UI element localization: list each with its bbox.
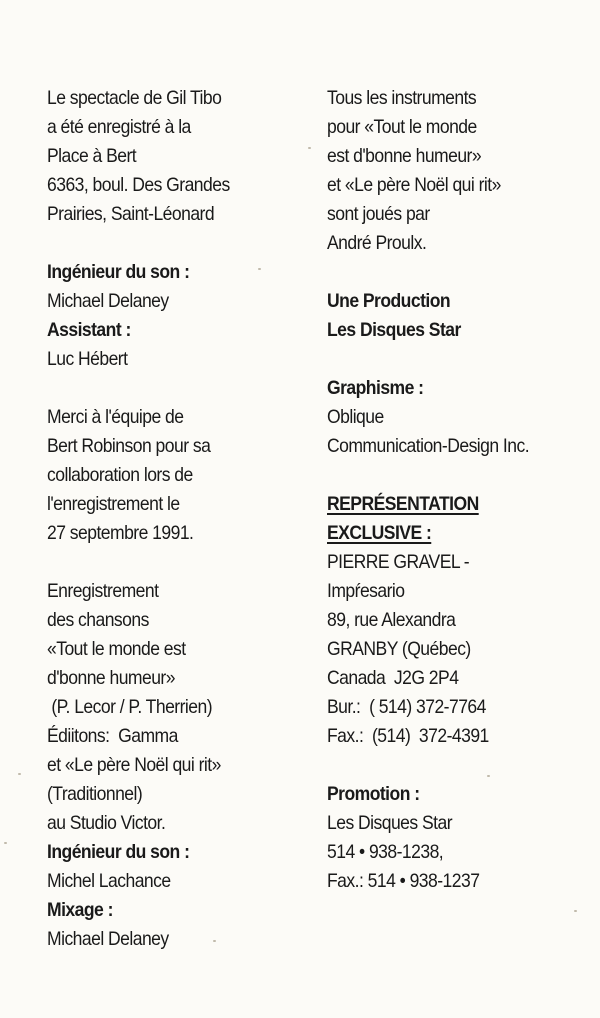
sound-engineer-label: Ingénieur du son : bbox=[47, 261, 190, 283]
venue-line: Prairies, Saint-Léonard bbox=[47, 203, 215, 225]
instruments-line: sont joués par bbox=[327, 203, 430, 225]
assistant-name: Luc Hébert bbox=[47, 348, 128, 370]
spacer bbox=[47, 548, 230, 577]
spacer bbox=[327, 461, 529, 490]
promotion-line: 514 • 938-1238, bbox=[327, 841, 444, 863]
representation-label: REPRÉSENTATION bbox=[327, 493, 479, 515]
venue-line: Le spectacle de Gil Tibo bbox=[47, 87, 222, 109]
thanks-line: 27 septembre 1991. bbox=[47, 522, 194, 544]
spacer bbox=[327, 345, 529, 374]
representation-line: GRANBY (Québec) bbox=[327, 638, 471, 660]
paper-speck bbox=[213, 940, 216, 942]
thanks-line: Bert Robinson pour sa bbox=[47, 435, 211, 457]
paper-speck bbox=[574, 910, 577, 912]
graphics-line: Communication-Design Inc. bbox=[327, 435, 530, 457]
instruments-line: Tous les instruments bbox=[327, 87, 477, 109]
spacer bbox=[47, 229, 230, 258]
recording-line: Enregistrement bbox=[47, 580, 159, 602]
spacer bbox=[327, 258, 529, 287]
promotion-line: Fax.: 514 • 938-1237 bbox=[327, 870, 480, 892]
representation-line: Bur.: ( 514) 372-7764 bbox=[327, 696, 486, 718]
representation-line: PIERRE GRAVEL - bbox=[327, 551, 470, 573]
spacer bbox=[327, 751, 529, 780]
venue-line: Place à Bert bbox=[47, 145, 137, 167]
mixing-name: Michael Delaney bbox=[47, 928, 169, 950]
spacer bbox=[47, 374, 230, 403]
recording-line: (P. Lecor / P. Therrien) bbox=[47, 696, 213, 718]
representation-line: Fax.: (514) 372-4391 bbox=[327, 725, 489, 747]
mixing-label: Mixage : bbox=[47, 899, 113, 921]
promotion-line: Les Disques Star bbox=[327, 812, 453, 834]
thanks-line: collaboration lors de bbox=[47, 464, 193, 486]
recording-line: des chansons bbox=[47, 609, 149, 631]
graphics-line: Oblique bbox=[327, 406, 384, 428]
instruments-line: pour «Tout le monde bbox=[327, 116, 477, 138]
recording-line: «Tout le monde est bbox=[47, 638, 186, 660]
graphics-label: Graphisme : bbox=[327, 377, 424, 399]
recording-line: (Traditionnel) bbox=[47, 783, 143, 805]
venue-line: 6363, boul. Des Grandes bbox=[47, 174, 230, 196]
thanks-line: l'enregistrement le bbox=[47, 493, 180, 515]
recording-line: d'bonne humeur» bbox=[47, 667, 175, 689]
instruments-line: André Proulx. bbox=[327, 232, 427, 254]
right-column bbox=[327, 84, 529, 896]
left-column bbox=[47, 84, 230, 954]
paper-speck bbox=[18, 773, 21, 775]
production-line: Une Production bbox=[327, 290, 451, 312]
sound-engineer-name: Michael Delaney bbox=[47, 290, 169, 312]
recording-line: au Studio Victor. bbox=[47, 812, 166, 834]
paper-speck bbox=[258, 268, 261, 270]
recording-line: Édiitons: Gamma bbox=[47, 725, 178, 747]
thanks-line: Merci à l'équipe de bbox=[47, 406, 184, 428]
recording-line: et «Le père Noël qui rit» bbox=[47, 754, 221, 776]
paper-speck bbox=[308, 147, 311, 149]
sound-engineer2-name: Michel Lachance bbox=[47, 870, 171, 892]
representation-line: Canada J2G 2P4 bbox=[327, 667, 459, 689]
representation-line: Impŕesario bbox=[327, 580, 405, 602]
production-line: Les Disques Star bbox=[327, 319, 461, 341]
paper-speck bbox=[487, 775, 490, 777]
venue-line: a été enregistré à la bbox=[47, 116, 191, 138]
instruments-line: est d'bonne humeur» bbox=[327, 145, 482, 167]
representation-line: 89, rue Alexandra bbox=[327, 609, 456, 631]
sound-engineer2-label: Ingénieur du son : bbox=[47, 841, 190, 863]
promotion-label: Promotion : bbox=[327, 783, 420, 805]
assistant-label: Assistant : bbox=[47, 319, 131, 341]
paper-speck bbox=[4, 842, 7, 844]
representation-label: EXCLUSIVE : bbox=[327, 522, 432, 544]
instruments-line: et «Le père Noël qui rit» bbox=[327, 174, 501, 196]
